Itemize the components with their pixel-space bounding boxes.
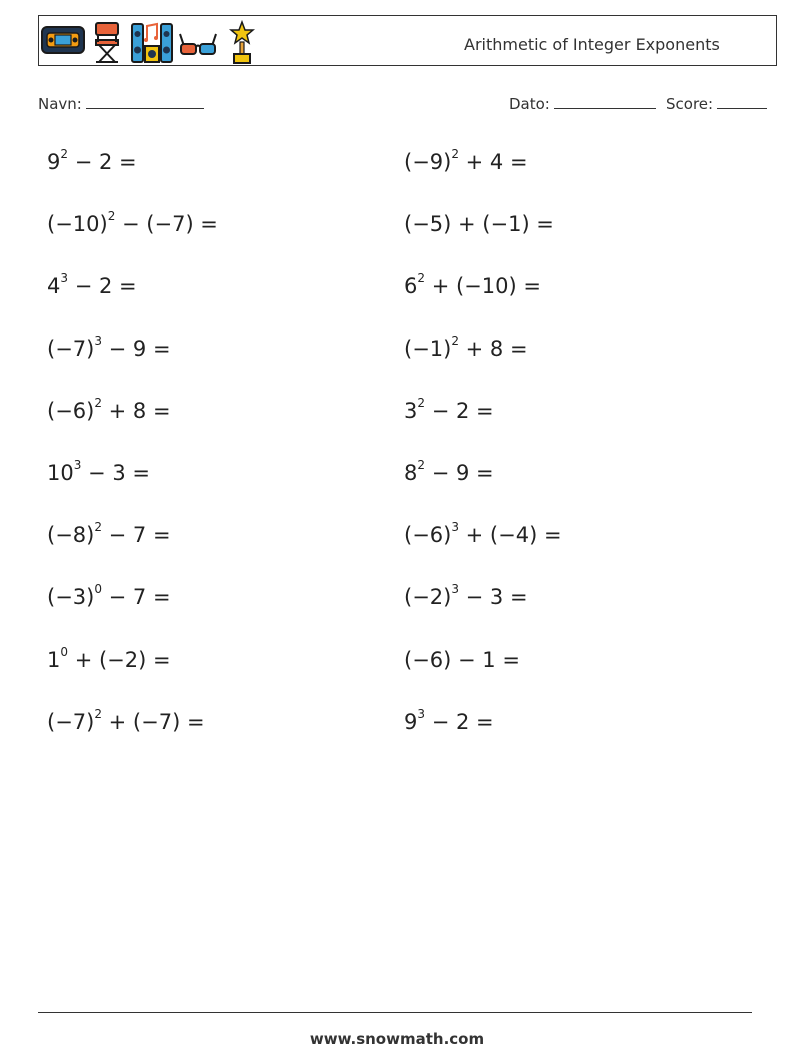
problem-base: (−8) <box>47 523 95 548</box>
problem-rest: + (−10) = <box>425 274 541 299</box>
date-blank[interactable] <box>554 93 656 109</box>
name-label: Navn: <box>38 95 82 113</box>
trophy-icon <box>229 20 255 66</box>
problem-right-3 <box>404 272 541 300</box>
problem-left-2 <box>47 210 218 238</box>
problem-base: 8 <box>404 461 418 485</box>
problem-base: 10 <box>47 461 74 485</box>
problem-rest: − 2 = <box>425 398 494 423</box>
problem-rest: + 8 = <box>101 398 171 423</box>
problem-base: 9 <box>47 150 61 174</box>
problem-base: 9 <box>404 709 418 734</box>
problem-exponent: 3 <box>94 333 102 348</box>
name-field <box>38 93 204 113</box>
score-field <box>666 93 767 113</box>
problem-left-10 <box>47 708 205 736</box>
problem-rest: + 4 = <box>458 150 528 174</box>
problem-left-3 <box>47 272 137 300</box>
worksheet-header <box>38 15 777 66</box>
problem-exponent: 2 <box>451 333 459 348</box>
problem-exponent: 3 <box>60 271 69 286</box>
3d-glasses-icon <box>178 30 218 56</box>
problem-base: 3 <box>404 398 418 423</box>
speakers-music-icon <box>131 20 173 64</box>
problem-exponent: 2 <box>60 147 69 161</box>
problem-base: 4 <box>47 274 61 299</box>
problem-exponent: 2 <box>107 209 116 224</box>
problem-base: 6 <box>404 274 418 299</box>
problem-exponent: 3 <box>451 582 459 597</box>
problem-base: (−6) − 1 = <box>404 647 520 672</box>
problem-base: (−9) <box>404 150 452 174</box>
problem-exponent: 2 <box>417 271 426 286</box>
directors-chair-icon <box>93 20 121 64</box>
footer-divider <box>38 1012 752 1013</box>
problem-rest: − 2 = <box>68 274 137 299</box>
score-blank[interactable] <box>717 93 767 109</box>
problem-left-9 <box>47 646 171 674</box>
problem-rest: + (−2) = <box>68 647 171 672</box>
problem-left-1 <box>47 148 137 176</box>
problem-exponent: 3 <box>417 706 426 721</box>
problem-exponent: 0 <box>94 582 102 597</box>
problem-rest: − 7 = <box>101 523 171 548</box>
problem-exponent: 0 <box>60 644 69 659</box>
problem-exponent: 3 <box>73 458 82 472</box>
problem-right-7 <box>404 521 562 549</box>
problem-left-6 <box>47 459 150 487</box>
problem-base: (−7) <box>47 709 95 734</box>
date-field <box>509 93 656 113</box>
date-label: Dato: <box>509 95 550 113</box>
problem-rest: − 2 = <box>425 709 494 734</box>
problem-exponent: 2 <box>417 458 426 472</box>
problem-rest: + 8 = <box>458 336 528 361</box>
problem-rest: − 3 = <box>81 461 150 485</box>
name-blank[interactable] <box>86 93 204 109</box>
problem-base: (−6) <box>404 523 452 548</box>
problem-right-2 <box>404 210 554 238</box>
problem-right-8 <box>404 583 528 611</box>
problem-rest: − 3 = <box>458 585 528 610</box>
score-label: Score: <box>666 95 714 113</box>
problem-rest: − 9 = <box>425 461 494 485</box>
problem-right-5 <box>404 397 494 425</box>
problem-exponent: 2 <box>94 395 102 410</box>
problem-exponent: 2 <box>94 706 102 721</box>
problem-rest: − 7 = <box>101 585 171 610</box>
problem-base: (−6) <box>47 398 95 423</box>
problem-rest: + (−4) = <box>458 523 562 548</box>
problem-base: (−2) <box>404 585 452 610</box>
footer-url: www.snowmath.com <box>309 1030 485 1048</box>
problem-exponent: 2 <box>417 395 426 410</box>
problem-base: (−5) + (−1) = <box>404 212 554 237</box>
problem-base: (−10) <box>47 212 108 237</box>
problem-right-4 <box>404 335 528 363</box>
problem-rest: − 9 = <box>101 336 171 361</box>
problem-rest: − (−7) = <box>115 212 218 237</box>
problem-base: (−3) <box>47 585 95 610</box>
page-title: Arithmetic of Integer Exponents <box>464 35 720 54</box>
problem-left-8 <box>47 583 171 611</box>
problem-rest: − 2 = <box>68 150 137 174</box>
problem-left-5 <box>47 397 171 425</box>
problem-left-4 <box>47 335 171 363</box>
problem-base: 1 <box>47 647 61 672</box>
problem-left-7 <box>47 521 171 549</box>
problem-right-10 <box>404 708 494 736</box>
problem-exponent: 3 <box>451 520 459 535</box>
problem-rest: + (−7) = <box>101 709 205 734</box>
problem-right-1 <box>404 148 528 176</box>
problem-right-9 <box>404 646 520 674</box>
problem-exponent: 2 <box>451 147 459 161</box>
problem-base: (−1) <box>404 336 452 361</box>
problem-base: (−7) <box>47 336 95 361</box>
videotape-icon <box>41 26 85 54</box>
problem-exponent: 2 <box>94 520 102 535</box>
problem-right-6 <box>404 459 494 487</box>
